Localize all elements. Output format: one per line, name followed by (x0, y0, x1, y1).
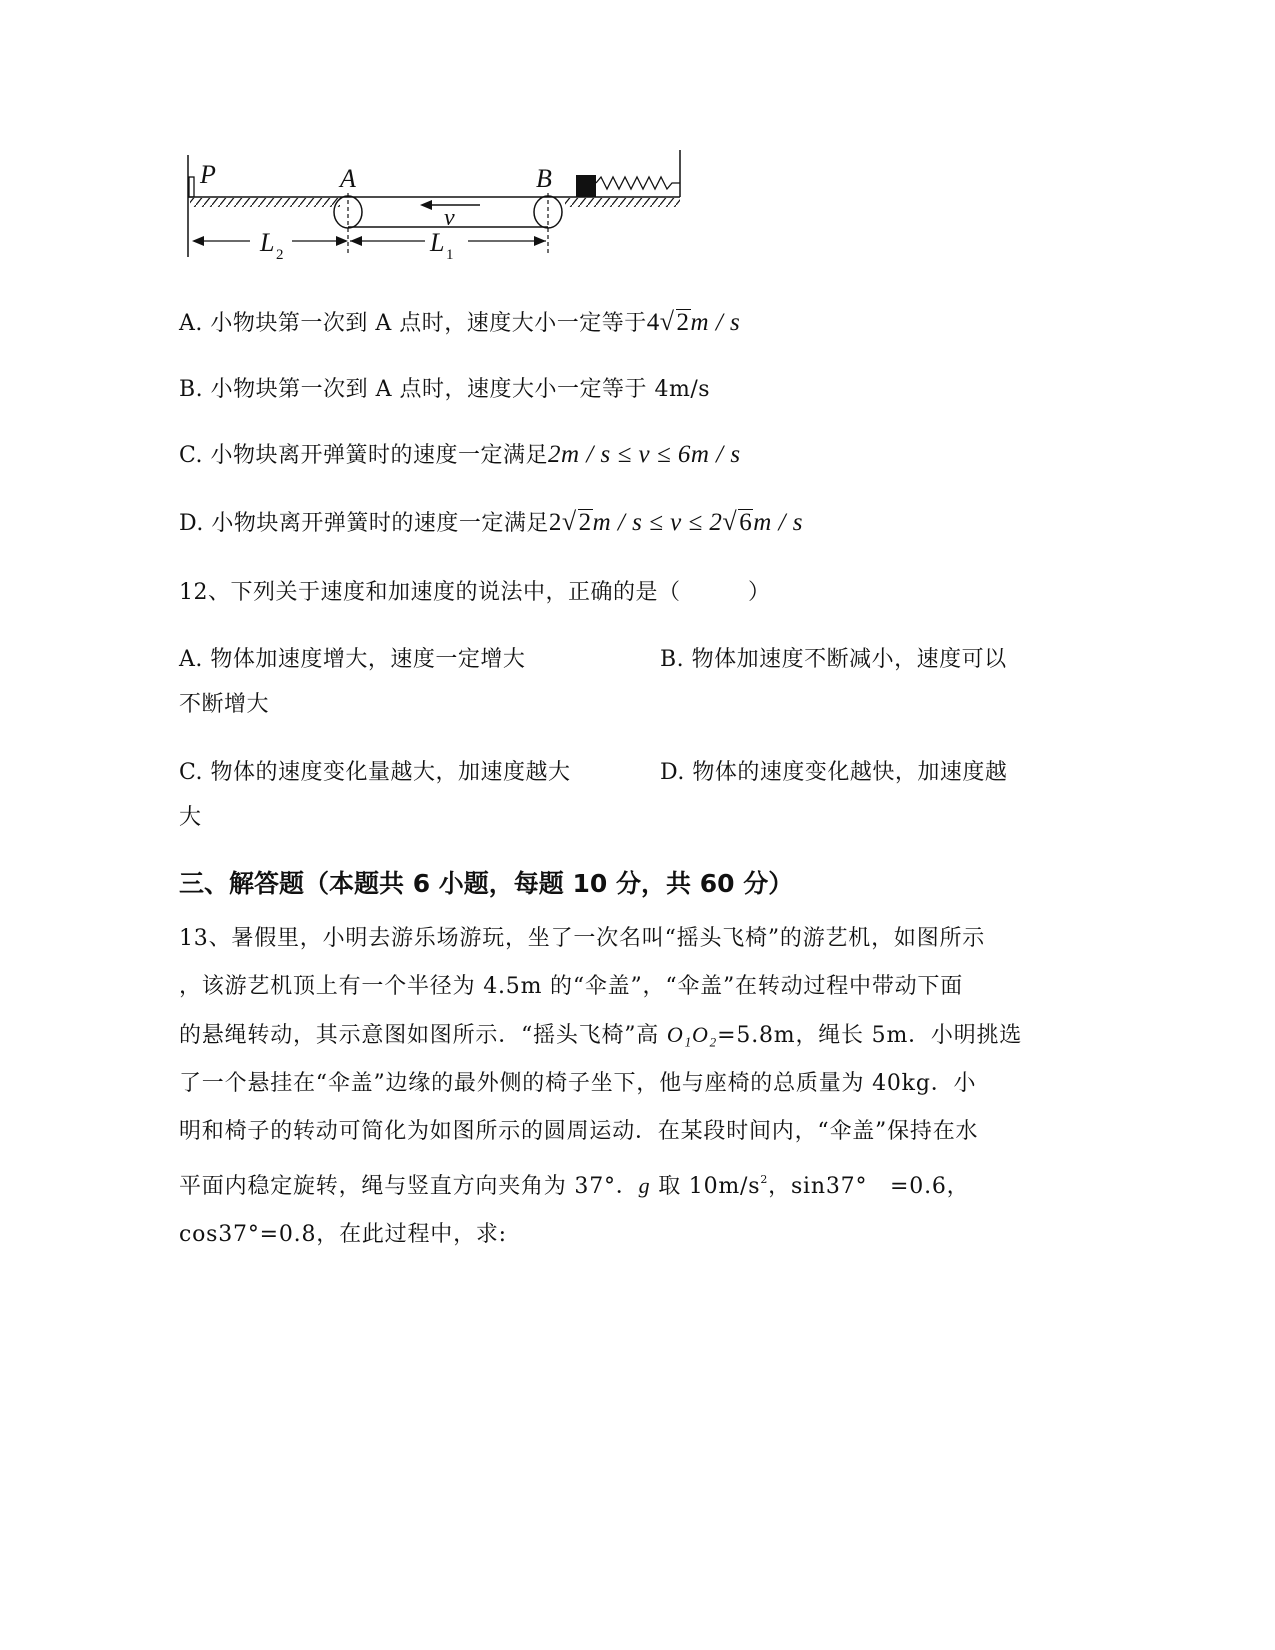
q13-line-5: 明和椅子的转动可简化为如图所示的圆周运动．在某段时间内，“伞盖”保持在水 (179, 1119, 979, 1144)
math-part3: m / s (753, 509, 803, 536)
label-l1: L (430, 228, 445, 257)
q13-line-3 (179, 1011, 1022, 1060)
q13-line-4: 了一个悬挂在“伞盖”边缘的最外侧的椅子坐下，他与座椅的总质量为 40kg．小 (179, 1071, 977, 1096)
q12-option-c: C. 物体的速度变化量越大，加速度越大 (179, 760, 571, 785)
q11-option-c-text: C. 小物块离开弹簧时的速度一定满足 (179, 443, 549, 468)
math-radicand-1: 2 (578, 509, 592, 536)
q13-symbol-g: g (638, 1173, 651, 1198)
q12-option-b-cont: 不断增大 (179, 692, 270, 717)
conveyor-spring-figure (180, 145, 700, 270)
math-coef: 4 (646, 309, 660, 336)
q11-option-a-math: 4√2m / s (646, 307, 741, 336)
q13-superscript: 2 (760, 1173, 769, 1186)
math-radicand-2: 6 (739, 509, 753, 536)
math-unit: m / s (690, 309, 741, 336)
q11-option-a-text: A. 小物块第一次到 A 点时，速度大小一定等于 (179, 311, 647, 336)
q13-line-2: ，该游艺机顶上有一个半径为 4.5m 的“伞盖”，“伞盖”在转动过程中带动下面 (179, 974, 964, 999)
label-a: A (340, 164, 356, 193)
q11-option-c (179, 438, 741, 469)
label-l1-sub: 1 (446, 247, 454, 263)
label-b: B (536, 164, 552, 193)
q11-option-d-text: D. 小物块离开弹簧时的速度一定满足 (179, 511, 549, 536)
q13-line-6 (179, 1156, 1022, 1211)
section-3-heading: 三、解答题（本题共 6 小题，每题 10 分，共 60 分） (179, 869, 794, 898)
q11-option-c-math: 2m / s ≤ v ≤ 6m / s (548, 441, 741, 468)
q11-option-b: B. 小物块第一次到 A 点时，速度大小一定等于 4m/s (179, 377, 711, 402)
q11-option-d-math: 2√2m / s ≤ v ≤ 2√6m / s (548, 507, 803, 536)
q12-option-d: D. 物体的速度变化越快，加速度越 (660, 760, 1008, 785)
q13-line-1: 13、暑假里，小明去游乐场游玩，坐了一次名叫“摇头飞椅”的游艺机，如图所示 (179, 926, 986, 951)
stopper-p (189, 177, 194, 197)
q11-option-a (179, 306, 740, 337)
q12-option-d-cont: 大 (179, 805, 202, 830)
label-v: v (444, 205, 455, 231)
math-part1: 2 (548, 509, 562, 536)
q11-option-d (179, 506, 803, 537)
q12-option-b: B. 物体加速度不断减小，速度可以 (660, 647, 1007, 672)
q13-line-6a: 平面内稳定旋转，绳与竖直方向夹角为 37°． (179, 1174, 639, 1199)
q13-line-6c: ，sin37° =0.6， (768, 1174, 970, 1199)
math-radicand: 2 (676, 309, 690, 336)
q13-line-3b: =5.8m，绳长 5m．小明挑选 (717, 1023, 1023, 1048)
q13-line-7: cos37°=0.8，在此过程中，求: (179, 1222, 507, 1247)
q13-body (179, 915, 1022, 1259)
block (576, 175, 596, 197)
q13-line-6b: 取 10m/s (650, 1174, 761, 1199)
q12-stem: 12、下列关于速度和加速度的说法中，正确的是（ ） (179, 580, 771, 605)
label-l2-sub: 2 (276, 247, 284, 263)
math-part2: m / s ≤ v ≤ 2 (592, 509, 723, 536)
q12-option-a: A. 物体加速度增大，速度一定增大 (179, 647, 526, 672)
q13-symbol-o1o2: O₁O₂ (666, 1022, 718, 1047)
q13-line-3a: 的悬绳转动，其示意图如图所示．“摇头飞椅”高 (179, 1023, 667, 1048)
label-l2: L (260, 228, 275, 257)
spring (596, 177, 680, 189)
label-p: P (200, 160, 216, 189)
